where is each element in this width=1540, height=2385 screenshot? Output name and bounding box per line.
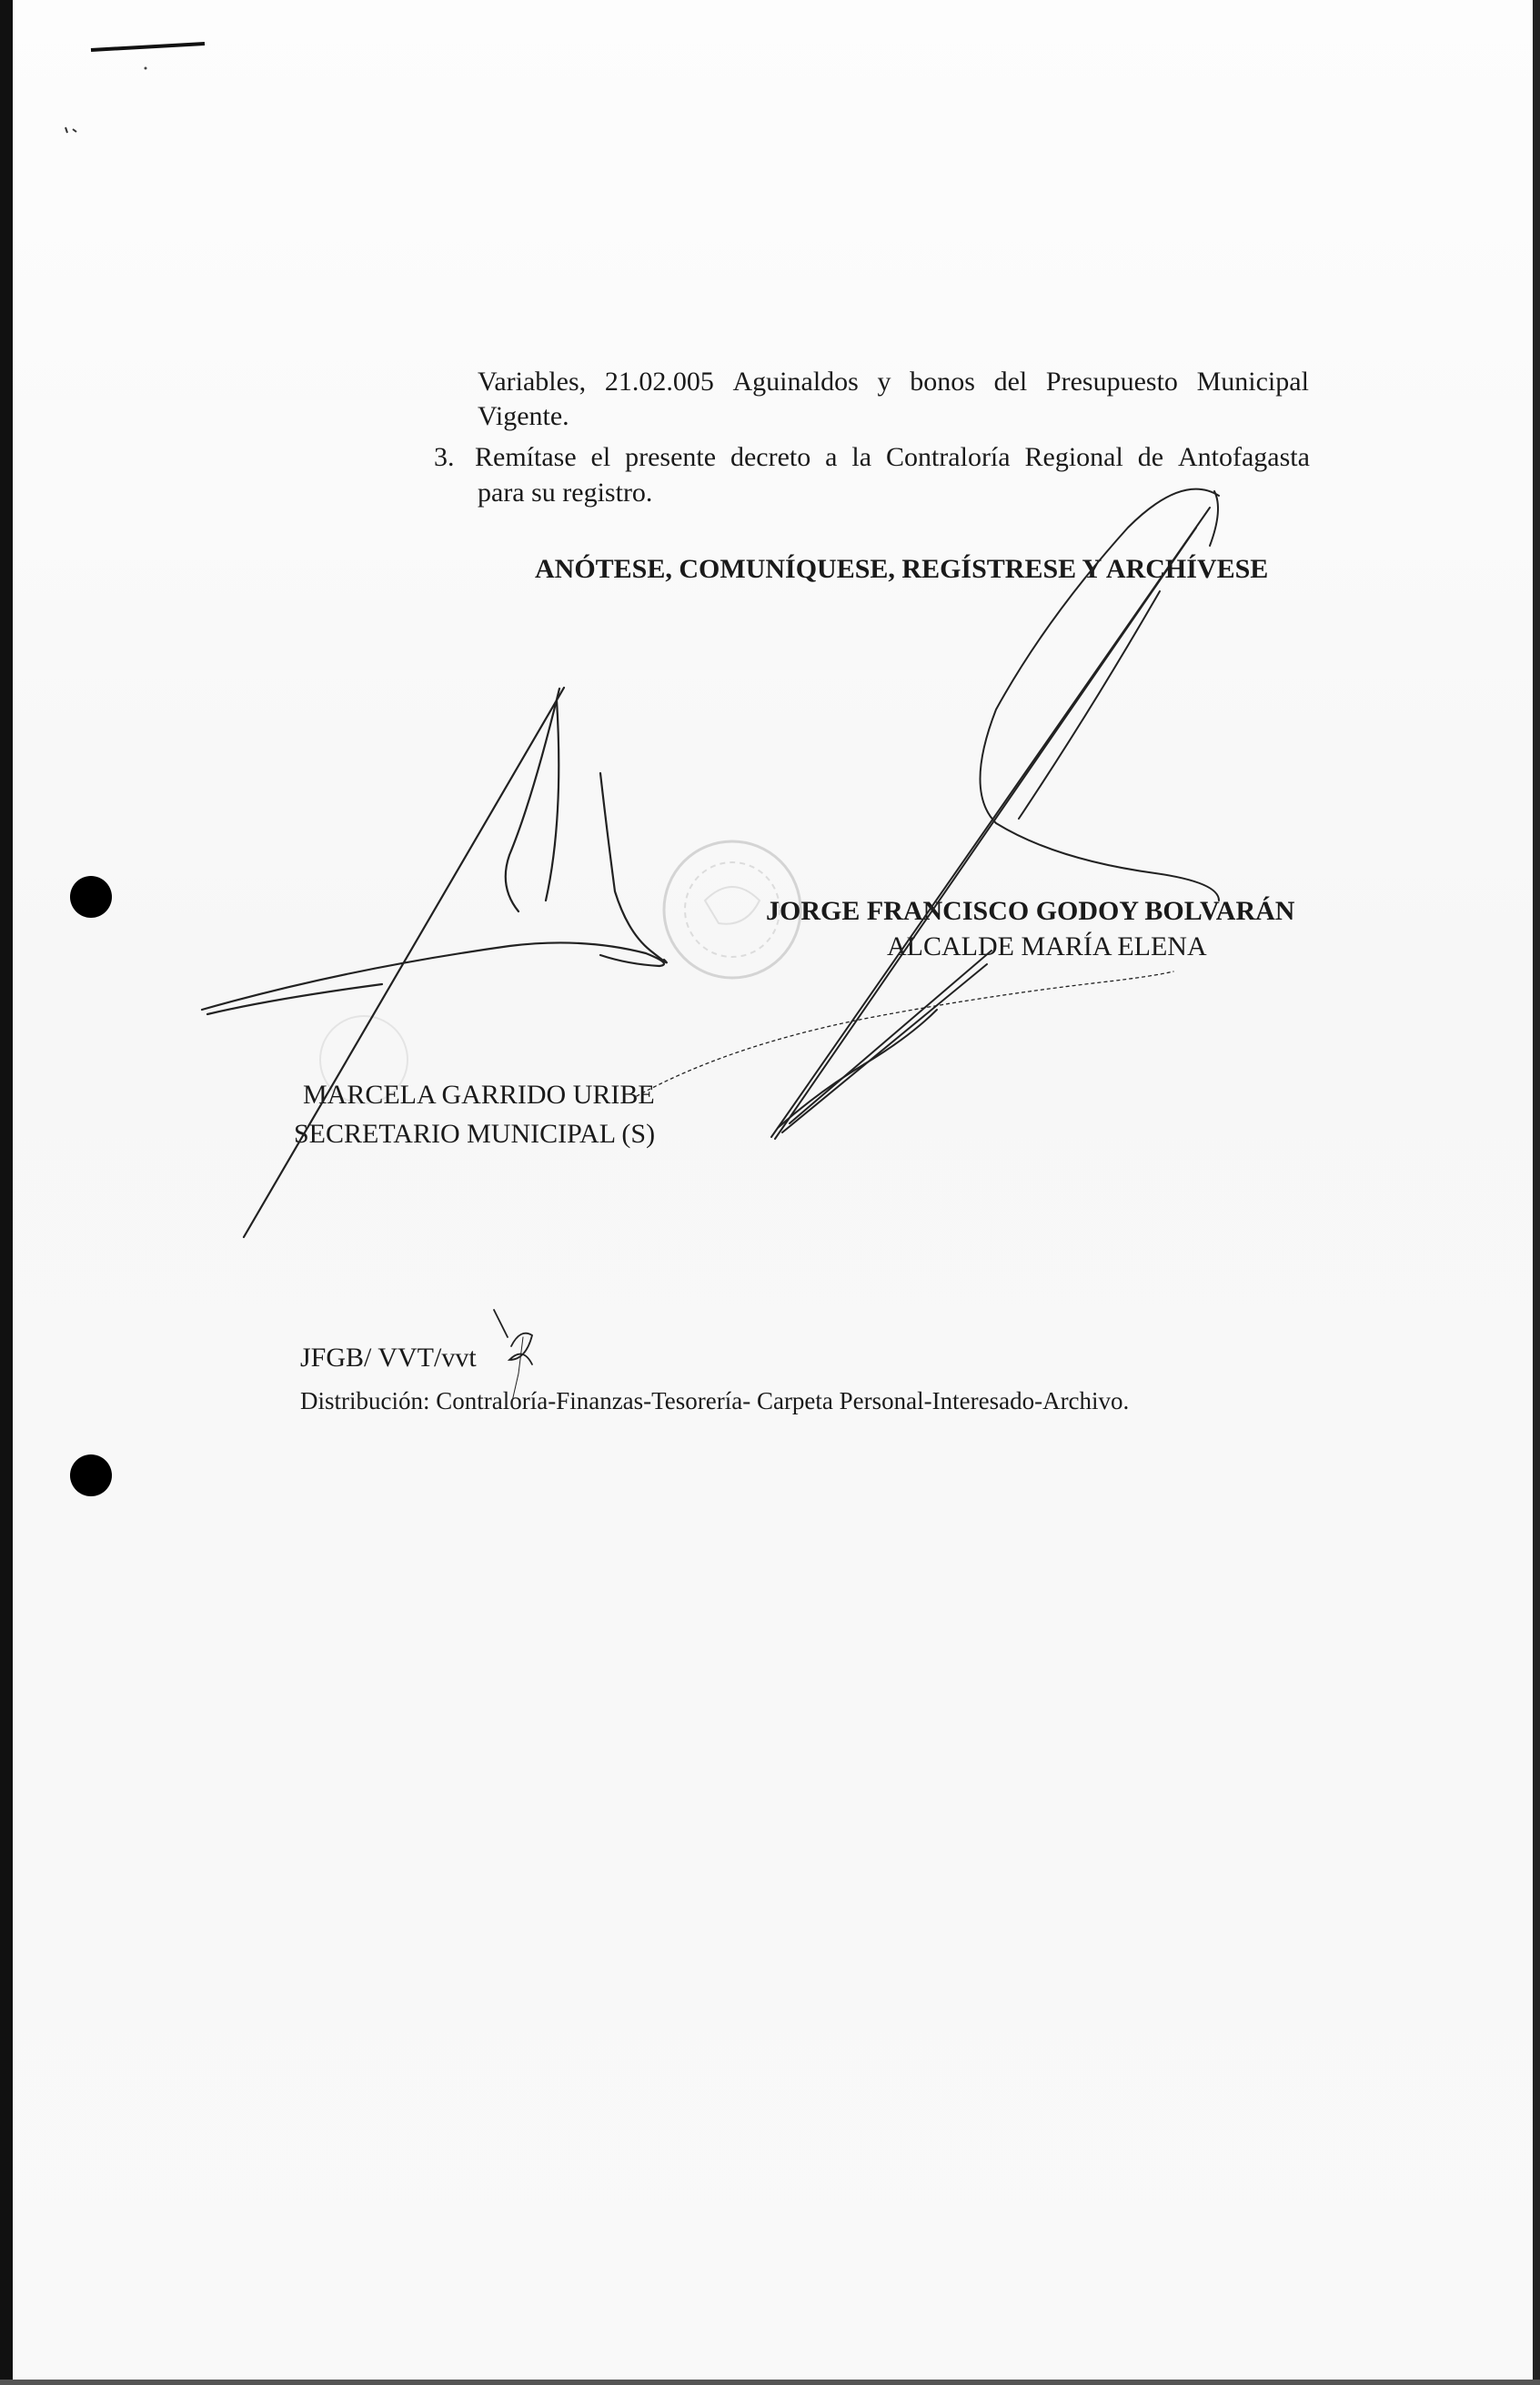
word: Antofagasta bbox=[1177, 442, 1310, 472]
initials: JFGB/ VVT/vvt bbox=[300, 1343, 477, 1373]
word: y bbox=[877, 367, 891, 397]
scan-right-border bbox=[1533, 0, 1540, 2385]
scan-left-border bbox=[0, 0, 13, 2385]
mayor-title: ALCALDE MARÍA ELENA bbox=[887, 931, 1207, 961]
word: decreto bbox=[730, 442, 811, 472]
word: Municipal bbox=[1196, 367, 1309, 397]
punch-hole-top bbox=[70, 876, 112, 918]
paragraph-continuation-line-2: Vigente. bbox=[478, 401, 569, 431]
scan-bottom-border bbox=[0, 2380, 1540, 2385]
word: presente bbox=[625, 442, 717, 472]
word: Aguinaldos bbox=[732, 367, 859, 397]
word: a bbox=[825, 442, 838, 472]
word: el bbox=[590, 442, 611, 472]
word: Remítase bbox=[475, 442, 577, 472]
word: bonos bbox=[910, 367, 975, 397]
mayor-name: JORGE FRANCISCO GODOY BOLVARÁN bbox=[766, 896, 1295, 926]
word: del bbox=[993, 367, 1028, 397]
closing-formula: ANÓTESE, COMUNÍQUESE, REGÍSTRESE Y ARCHÍVESE bbox=[535, 554, 1269, 584]
punch-hole-bottom bbox=[70, 1454, 112, 1496]
item-3-number: 3. bbox=[434, 442, 455, 472]
secretary-name: MARCELA GARRIDO URIBE bbox=[303, 1080, 655, 1110]
word: de bbox=[1137, 442, 1164, 472]
word: Regional bbox=[1024, 442, 1123, 472]
secretary-title: SECRETARIO MUNICIPAL (S) bbox=[294, 1119, 656, 1149]
paragraph-continuation-line-1 bbox=[478, 365, 1309, 399]
item-3-line-1 bbox=[475, 440, 1310, 475]
secretary-signature bbox=[202, 688, 667, 1237]
word: Presupuesto bbox=[1045, 367, 1178, 397]
word: Variables, bbox=[478, 367, 587, 397]
word: la bbox=[851, 442, 872, 472]
word: Contraloría bbox=[885, 442, 1011, 472]
word: 21.02.005 bbox=[604, 367, 714, 397]
distribution-list: Distribución: Contraloría-Finanzas-Tesorería- Carpeta Personal-Interesado-Archivo. bbox=[300, 1387, 1130, 1414]
item-3-line-2: para su registro. bbox=[478, 478, 653, 508]
